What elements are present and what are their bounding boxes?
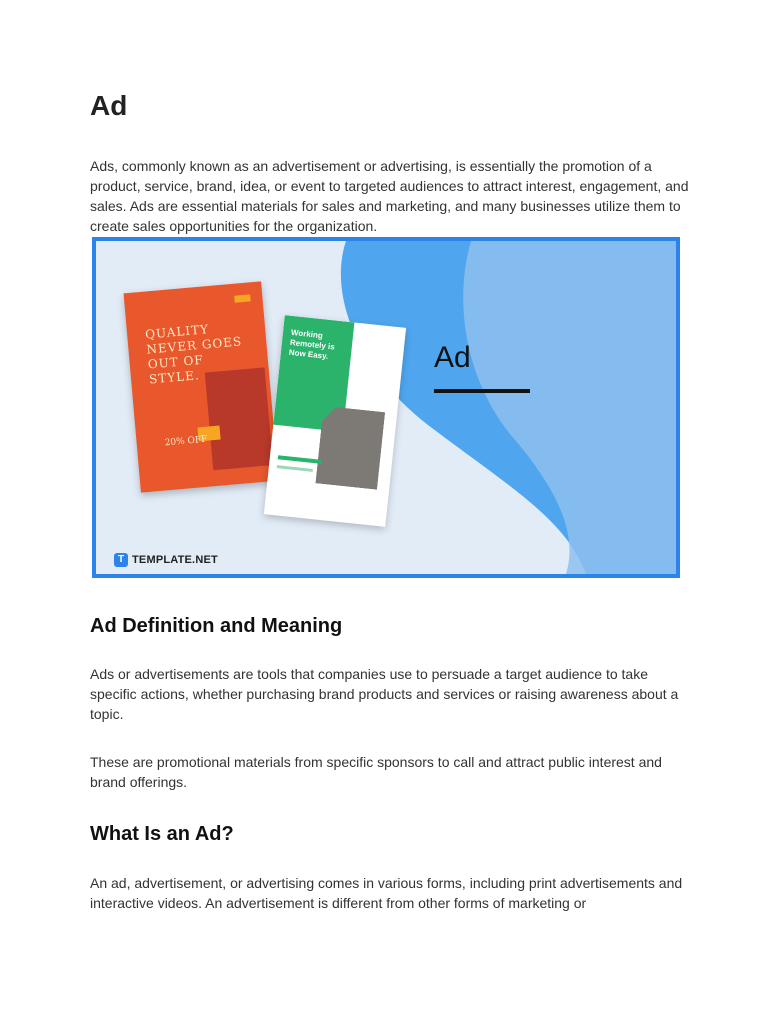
poster-a-headline: QUALITY NEVER GOES OUT OF STYLE. [144,322,243,387]
what-is-paragraph: An ad, advertisement, or advertising comes in various forms, including print advertisements and interactive videos. An advertisement is different from other forms of marketing or [90,875,683,911]
poster-b-footer-bar-2 [277,465,313,472]
poster-a-photo [205,367,273,470]
hero-underline [434,389,530,393]
definition-paragraph-2: These are promotional materials from specific sponsors to call and attract public interest and brand offerings. [90,754,662,790]
page-title: Ad [90,90,128,121]
poster-b-headline: Working Remotely is Now Easy. [288,327,336,361]
template-logo-icon: T [114,553,128,567]
poster-a-offer: 20% OFF [164,434,208,449]
brand-name: TEMPLATE.NET [132,554,218,566]
hero-title: Ad [434,341,471,374]
section-heading-definition: Ad Definition and Meaning [90,615,343,637]
poster-tag [234,294,251,302]
hero-image [92,237,680,578]
definition-paragraph-1: Ads or advertisements are tools that companies use to persuade a target audience to take specific actions, whether purchasing brand products and services or raising awareness about a topic. [90,666,679,722]
poster-b-photo [315,406,385,490]
intro-paragraph: Ads, commonly known as an advertisement or advertising, is essentially the promotion of a product, service, brand, idea, or event to targeted audiences to attract interest, engagement, and sales. Ads are essential materials for sales and marketing, and many businesses utilize them to create sales opportunities for the organization. [90,158,689,234]
brand-logo [114,553,218,567]
remote-work-poster-image [264,315,406,527]
section-heading-what-is: What Is an Ad? [90,823,234,845]
fashion-poster-image [124,281,279,492]
poster-b-footer-bar [278,455,322,464]
